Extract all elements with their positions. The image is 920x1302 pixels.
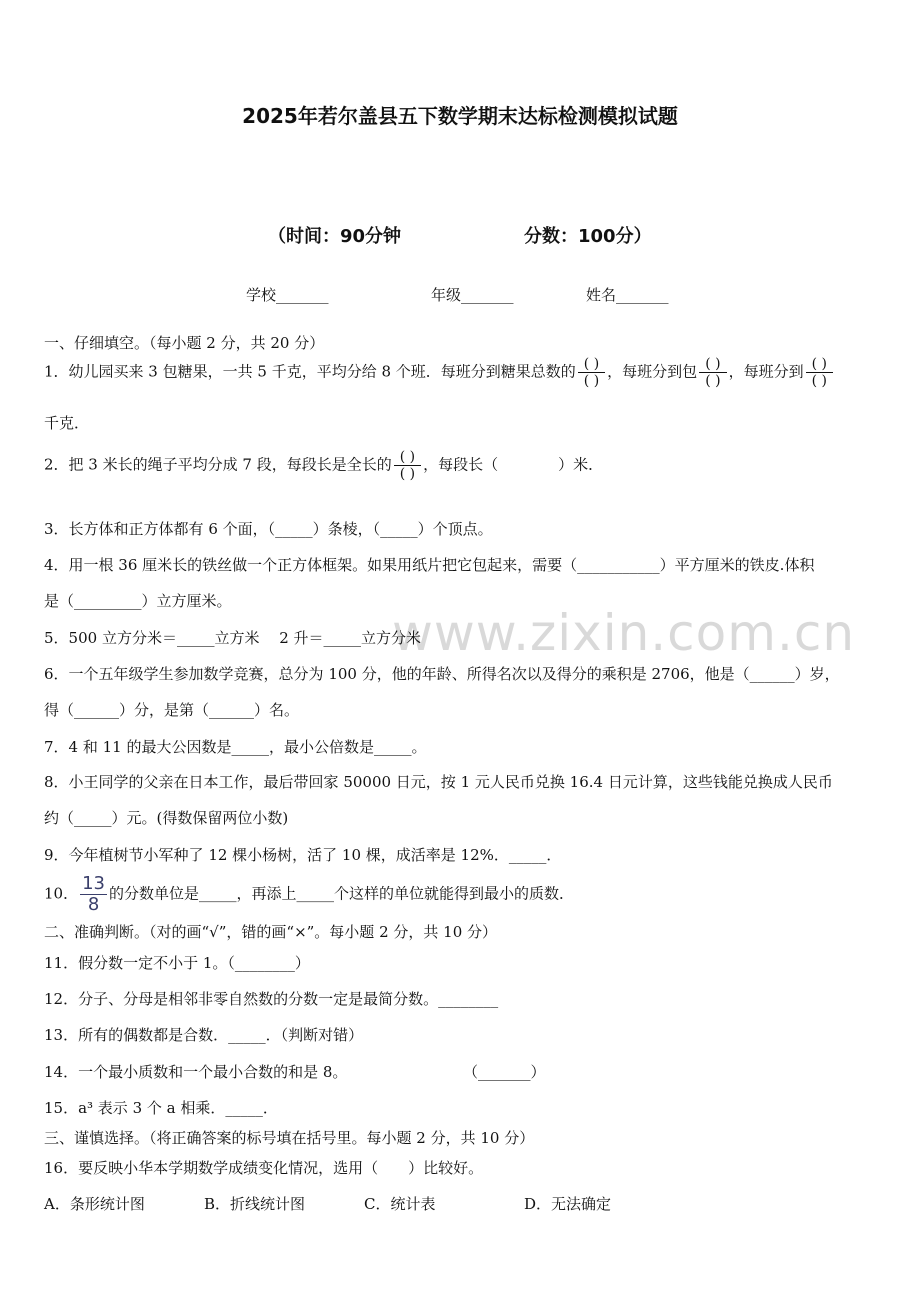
question-2 [44,449,603,482]
question-16: 16．要反映小华本学期数学成绩变化情况，选用（ ）比较好。 [44,1159,484,1177]
name-field: 姓名_______ [586,286,669,304]
q1-text-c: ，每班分到 [728,362,804,381]
q1-text-b: ，每班分到包 [607,362,698,381]
q1-fraction-blank-2: $\frac{( )}{( )}$ [699,356,726,389]
question-6-line-1: 6．一个五年级学生参加数学竞赛，总分为 100 分，他的年龄、所得名次以及得分的乘积是 2706，他是（______）岁， [44,665,840,683]
question-11: 11．假分数一定不小于 1。（________） [44,954,310,972]
option-d: D．无法确定 [524,1195,612,1213]
question-15: 15．a³ 表示 3 个 a 相乘．_____． [44,1099,278,1117]
school-field: 学校_______ [246,286,329,304]
q10-fraction: $\frac{13}{8}$ [82,873,105,915]
option-c: C．统计表 [364,1195,436,1213]
option-a: A．条形统计图 [44,1195,145,1213]
section-heading-3: 三、谨慎选择。（将正确答案的标号填在括号里。每小题 2 分，共 10 分） [44,1129,535,1147]
question-14: 14．一个最小质数和一个最小合数的和是 8。 [44,1063,348,1081]
question-8-line-1: 8．小王同学的父亲在日本工作，最后带回家 50000 日元，按 1 元人民币兑换 16.4 日元计算，这些钱能兑换成人民币 [44,773,833,791]
question-4-line-2: 是（_________）立方厘米。 [44,592,232,610]
time-label: （时间：90分钟 [268,226,402,247]
question-13: 13．所有的偶数都是合数．_____．（判断对错） [44,1026,364,1044]
question-12: 12．分子、分母是相邻非零自然数的分数一定是最简分数。________ [44,990,499,1008]
question-7: 7．4 和 11 的最大公因数是_____，最小公倍数是_____。 [44,738,427,756]
q14-answer-blank: （_______） [463,1063,546,1081]
q10-number: 10． [44,884,79,903]
question-1 [44,356,835,389]
question-5: 5．500 立方分米＝_____立方米 2 升＝_____立方分米 [44,629,422,647]
question-8-line-2: 约（_____）元。(得数保留两位小数) [44,809,289,827]
question-4-line-1: 4．用一根 36 厘米长的铁丝做一个正方体框架。如果用纸片把它包起来，需要（___________）平方厘米的铁皮.体积 [44,556,815,574]
option-b: B．折线统计图 [204,1195,306,1213]
watermark: www.zixin.com.cn [392,604,856,662]
section-heading-2: 二、准确判断。（对的画“√”，错的画“×”。每小题 2 分，共 10 分） [44,923,498,941]
q2-text-b: ，每段长（ ）米． [423,455,604,474]
q1-text-d: 千克． [44,414,90,432]
grade-field: 年级_______ [431,286,514,304]
q2-fraction-blank: $\frac{( )}{( )}$ [394,449,421,482]
score-label: 分数：100分） [524,226,652,247]
question-3: 3．长方体和正方体都有 6 个面，（_____）条棱，（_____）个顶点。 [44,520,493,538]
section-heading-1: 一、仔细填空。（每小题 2 分，共 20 分） [44,334,325,352]
q1-text-a: 1．幼儿园买来 3 包糖果，一共 5 千克，平均分给 8 个班．每班分到糖果总数的 [44,362,576,381]
q1-fraction-blank-1: $\frac{( )}{( )}$ [578,356,605,389]
page-title: 2025年若尔盖县五下数学期末达标检测模拟试题 [242,104,678,128]
q1-fraction-blank-3: $\frac{( )}{( )}$ [806,356,833,389]
question-6-line-2: 得（______）分，是第（______）名。 [44,701,300,719]
q10-text: 的分数单位是_____，再添上_____个这样的单位就能得到最小的质数． [109,884,575,903]
question-10 [44,874,574,915]
question-9: 9．今年植树节小军种了 12 棵小杨树，活了 10 棵，成活率是 12%．_____． [44,846,562,864]
q2-text-a: 2．把 3 米长的绳子平均分成 7 段，每段长是全长的 [44,455,392,474]
